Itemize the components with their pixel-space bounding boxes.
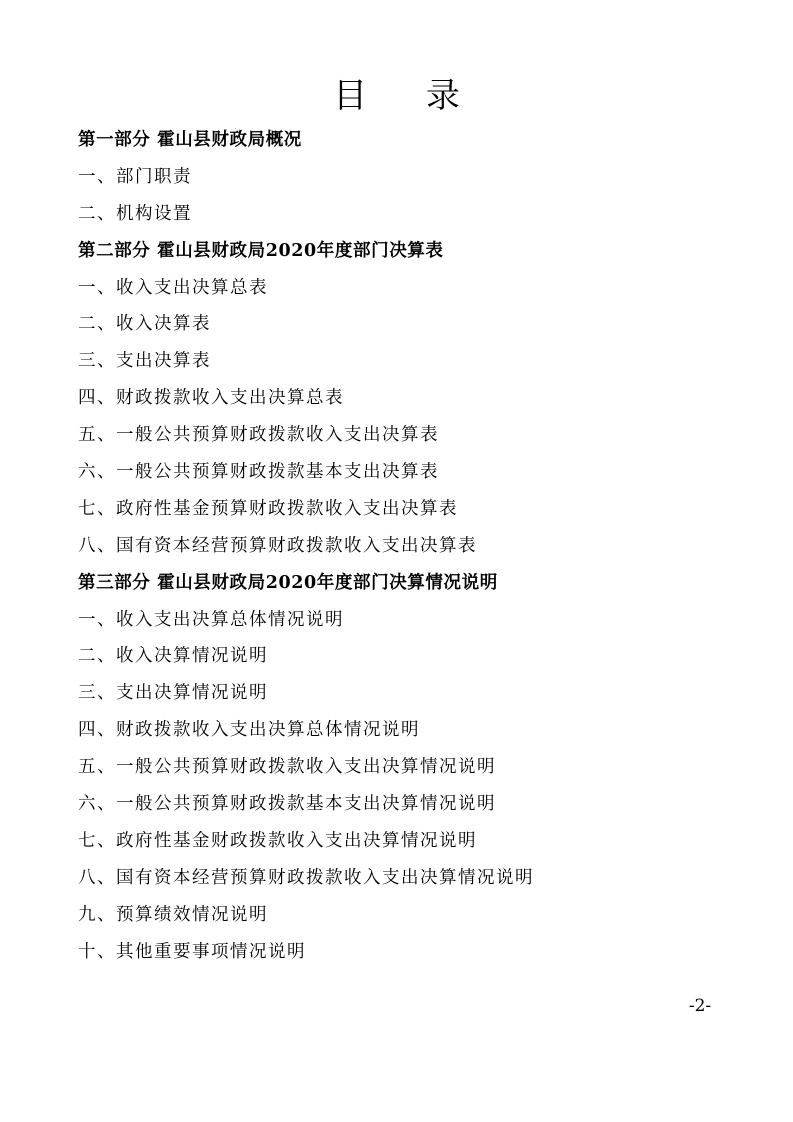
toc-part-3-heading[interactable]: 第三部分 霍山县财政局2020年度部门决算情况说明 bbox=[78, 572, 498, 593]
toc-part-1-heading[interactable]: 第一部分 霍山县财政局概况 bbox=[78, 130, 302, 150]
toc-item[interactable]: 七、政府性基金预算财政拨款收入支出决算表 bbox=[78, 498, 458, 519]
page-number: -2- bbox=[688, 996, 712, 1016]
toc-item[interactable]: 二、收入决算情况说明 bbox=[78, 646, 268, 667]
toc-item[interactable]: 一、部门职责 bbox=[78, 166, 192, 187]
toc-item[interactable]: 八、国有资本经营预算财政拨款收入支出决算表 bbox=[78, 535, 477, 556]
toc-item[interactable]: 二、机构设置 bbox=[78, 203, 192, 224]
toc-item[interactable]: 七、政府性基金财政拨款收入支出决算情况说明 bbox=[78, 830, 477, 851]
toc-item[interactable]: 六、一般公共预算财政拨款基本支出决算情况说明 bbox=[78, 794, 496, 815]
toc-item[interactable]: 一、收入支出决算总表 bbox=[78, 277, 268, 298]
toc-item[interactable]: 六、一般公共预算财政拨款基本支出决算表 bbox=[78, 462, 439, 483]
toc-item[interactable]: 三、支出决算情况说明 bbox=[78, 683, 268, 704]
toc-item[interactable]: 十、其他重要事项情况说明 bbox=[78, 941, 306, 962]
toc-item[interactable]: 五、一般公共预算财政拨款收入支出决算情况说明 bbox=[78, 757, 496, 778]
toc-item[interactable]: 一、收入支出决算总体情况说明 bbox=[78, 609, 344, 630]
toc-item[interactable]: 四、财政拨款收入支出决算总体情况说明 bbox=[78, 720, 420, 741]
table-of-contents bbox=[78, 122, 738, 970]
toc-item[interactable]: 五、一般公共预算财政拨款收入支出决算表 bbox=[78, 425, 439, 446]
toc-item[interactable]: 九、预算绩效情况说明 bbox=[78, 904, 268, 925]
toc-item[interactable]: 三、支出决算表 bbox=[78, 351, 211, 372]
toc-item[interactable]: 八、国有资本经营预算财政拨款收入支出决算情况说明 bbox=[78, 867, 534, 888]
page-title: 目 录 bbox=[333, 76, 484, 116]
toc-item[interactable]: 二、收入决算表 bbox=[78, 314, 211, 335]
toc-item[interactable]: 四、财政拨款收入支出决算总表 bbox=[78, 388, 344, 409]
toc-part-2-heading[interactable]: 第二部分 霍山县财政局2020年度部门决算表 bbox=[78, 240, 444, 261]
